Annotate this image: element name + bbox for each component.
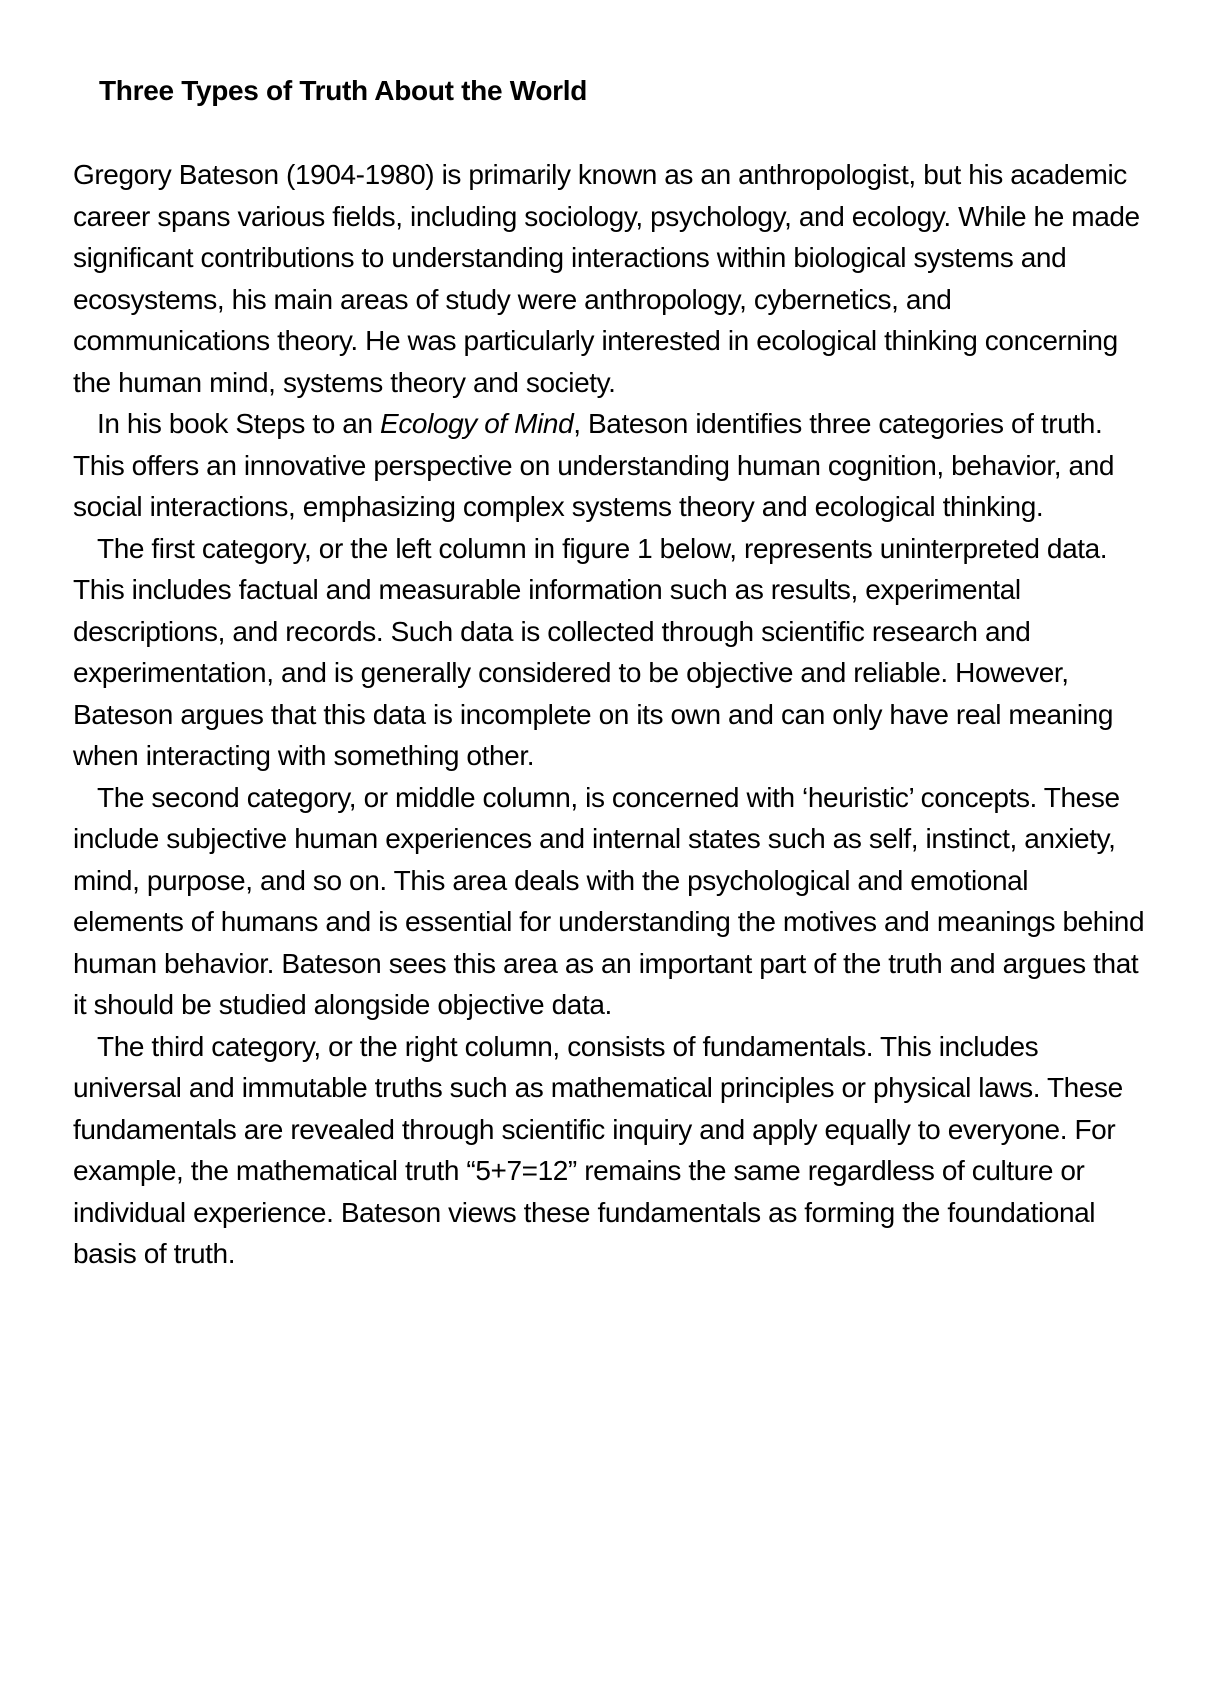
text-run: In his book Steps to an (97, 408, 381, 439)
paragraph (73, 403, 1145, 528)
text-run: The first category, or the left column in figure 1 below, represents uninterpreted data. This includes factual and measurable information such as results, experimental descriptions, and records. Such data is collected through scientific research and experimentation, and is generally considered to be objective and reliable. However, Bateson argues that this data is incomplete on its own and can only have real meaning when interacting with something other. (73, 532, 1113, 771)
paragraph (73, 528, 1145, 777)
text-run: , Bateson identifies three categories of truth. This offers an innovative perspective on understanding human cognition, behavior, and social interactions, emphasizing complex systems theory and ecological thinking. (73, 408, 1115, 522)
text-run: The third category, or the right column, consists of fundamentals. This includes universal and immutable truths such as mathematical principles or physical laws. These fundamentals are revealed through scientific inquiry and apply equally to everyone. For example, the mathematical truth “5+7=12” remains the same regardless of culture or individual experience. Bateson views these fundamentals as forming the foundational basis of truth. (73, 1030, 1123, 1269)
paragraph (73, 777, 1145, 1026)
paragraph (73, 1026, 1145, 1275)
text-run: The second category, or middle column, is concerned with ‘heuristic’ concepts. These include subjective human experiences and internal states such as self, instinct, anxiety, mind, purpose, and so on. This area deals with the psychological and emotional elements of humans and is essential for understanding the motives and meanings behind human behavior. Bateson sees this area as an important part of the truth and argues that it should be studied alongside objective data. (73, 781, 1145, 1020)
page-title: Three Types of Truth About the World (99, 75, 588, 106)
paragraph (73, 154, 1145, 403)
document-body (73, 154, 1145, 1275)
italic-text-run: Ecology of Mind (380, 408, 574, 439)
text-run: Gregory Bateson (1904-1980) is primarily known as an anthropologist, but his academic career spans various fields, including sociology, psychology, and ecology. While he made significant contributions to understanding interactions within biological systems and ecosystems, his main areas of study were anthropology, cybernetics, and communications theory. He was particularly interested in ecological thinking concerning the human mind, systems theory and society. (73, 159, 1140, 398)
